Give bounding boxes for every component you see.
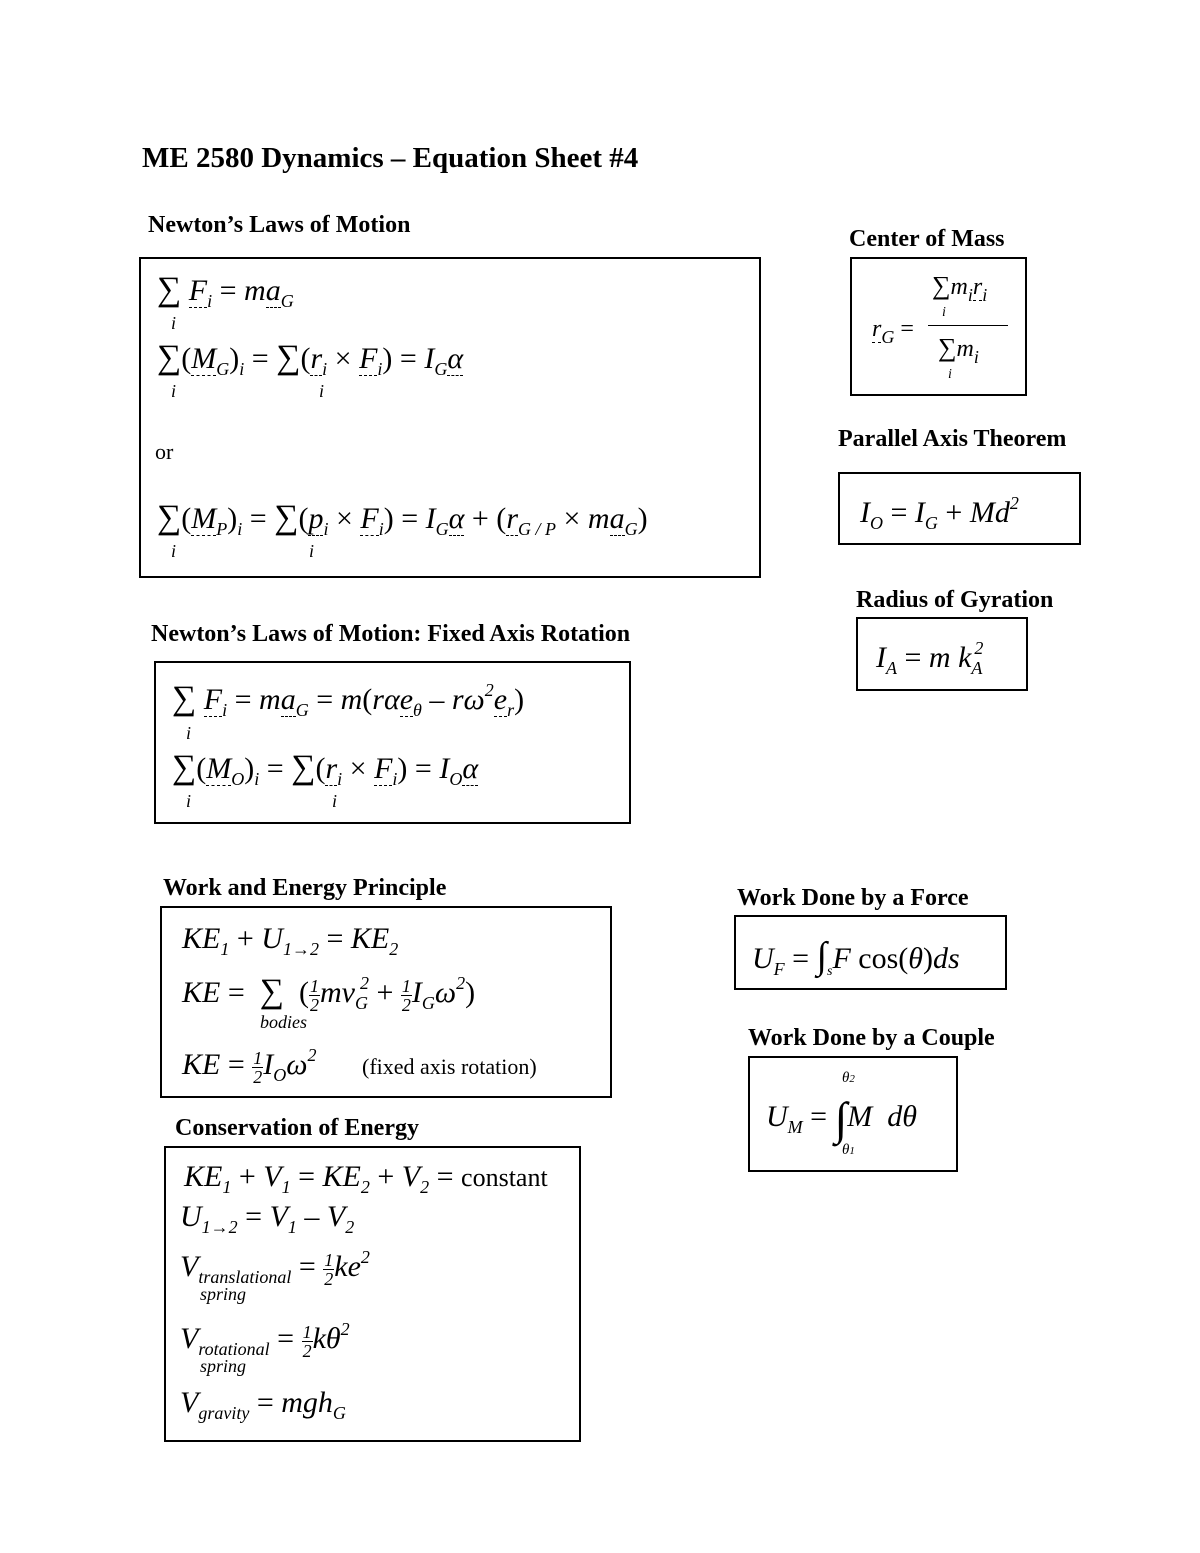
fixed-axis-box: ∑ $F_i = ma_G = m(r\alpha e_\theta - r\omega^2e_r)$ i $\sum(M_O)_i = \sum(r_i \times F_i) = I_O\alpha$ i i <box>154 661 631 824</box>
center-of-mass-heading: Center of Mass <box>849 226 1005 252</box>
center-of-mass-box: $r_G$ = $\sum m_ir_i$ i $\sum m_i$ i <box>850 257 1027 396</box>
parallel-axis-box <box>838 472 1081 545</box>
gyration-eq: $I_A = m$ $k_A^2$ <box>876 638 984 678</box>
work-force-box <box>734 915 1007 990</box>
newton-eq-force: ∑ $F_i = ma_G$ <box>157 271 294 311</box>
newton-eq-moment: $\sum(M_G)_i = \sum(r_i \times F_i) = I_G\alpha$ <box>157 339 464 379</box>
or-label: or <box>155 439 174 464</box>
parallel-axis-heading: Parallel Axis Theorem <box>838 426 1067 452</box>
work-force-eq: $U_F = \int_sF$ cos(θ)ds <box>752 935 960 979</box>
conservation-eq2: $U_{1\to 2} = V_1 - V_2$ <box>180 1200 355 1237</box>
work-energy-eq2: KE = ∑ ( $\frac{1}{2}$ $mv_G^2$ + $\frac{1}{2}$ $I_G\omega^2$) <box>182 973 476 1015</box>
page-title: ME 2580 Dynamics – Equation Sheet #4 <box>142 142 639 174</box>
work-couple-eq: $U_M = \int M$ dθ <box>766 1093 917 1144</box>
newton-heading: Newton’s Laws of Motion <box>148 212 411 238</box>
bodies-label: bodies <box>260 1012 307 1032</box>
fixed-axis-eq-moment: $\sum(M_O)_i = \sum(r_i \times F_i) = I_O\alpha$ <box>172 749 479 789</box>
newton-box: ∑ $F_i = ma_G$ i $\sum(M_G)_i = \sum(r_i \times F_i) = I_G\alpha$ i i or $\sum(M_P)_i = \sum(p_i \times F_i) = I_G\alpha + (r_{G / P} \times ma_G)$ i i <box>139 257 761 578</box>
work-couple-heading: Work Done by a Couple <box>748 1025 995 1051</box>
conservation-heading: Conservation of Energy <box>175 1115 419 1141</box>
work-energy-eq1: $KE_1 + U_{1\to 2} = KE_2$ <box>182 922 399 959</box>
gyration-box <box>856 617 1028 691</box>
work-energy-box <box>160 906 612 1098</box>
conservation-eq-spring-r: $V_{rotational}$ = $\frac{1}{2}$ $k\theta^2$ <box>180 1319 350 1361</box>
work-energy-eq3: KE = $\frac{1}{2}$ $I_O\omega^2$ <box>182 1045 317 1087</box>
gyration-heading: Radius of Gyration <box>856 587 1054 613</box>
conservation-eq1: $KE_1 + V_1 = KE_2 + V_2$ = constant <box>184 1160 548 1197</box>
fixed-axis-eq-force: ∑ $F_i = ma_G = m(r\alpha e_\theta - r\omega^2e_r)$ <box>172 680 525 720</box>
conservation-eq-gravity: $V_{gravity} = mgh_G$ <box>180 1386 346 1423</box>
fixed-axis-heading: Newton’s Laws of Motion: Fixed Axis Rotation <box>151 621 631 647</box>
conservation-box: $KE_1 + V_1 = KE_2 + V_2$ = constant $U_{1\to 2} = V_1 - V_2$ $V_{translational}$ = $\frac{1}{2}$ $ke^2$ spring $V_{rotational}$ = $\frac{1}{2}$ $k\theta^2$ spring $V_{gravity} = mgh_G$ <box>164 1146 581 1442</box>
conservation-eq-spring-t: $V_{translational}$ = $\frac{1}{2}$ $ke^2$ <box>180 1247 370 1289</box>
newton-eq-moment-p: $\sum(M_P)_i = \sum(p_i \times F_i) = I_G\alpha + (r_{G / P} \times ma_G)$ <box>157 499 648 539</box>
work-couple-box: θ2 $U_M = \int M$ dθ θ1 <box>748 1056 958 1172</box>
fixed-axis-note: (fixed axis rotation) <box>362 1054 537 1079</box>
work-force-heading: Work Done by a Force <box>737 885 969 911</box>
work-energy-heading: Work and Energy Principle <box>163 875 447 901</box>
parallel-axis-eq: $I_O = I_G + Md^2$ <box>860 493 1019 533</box>
